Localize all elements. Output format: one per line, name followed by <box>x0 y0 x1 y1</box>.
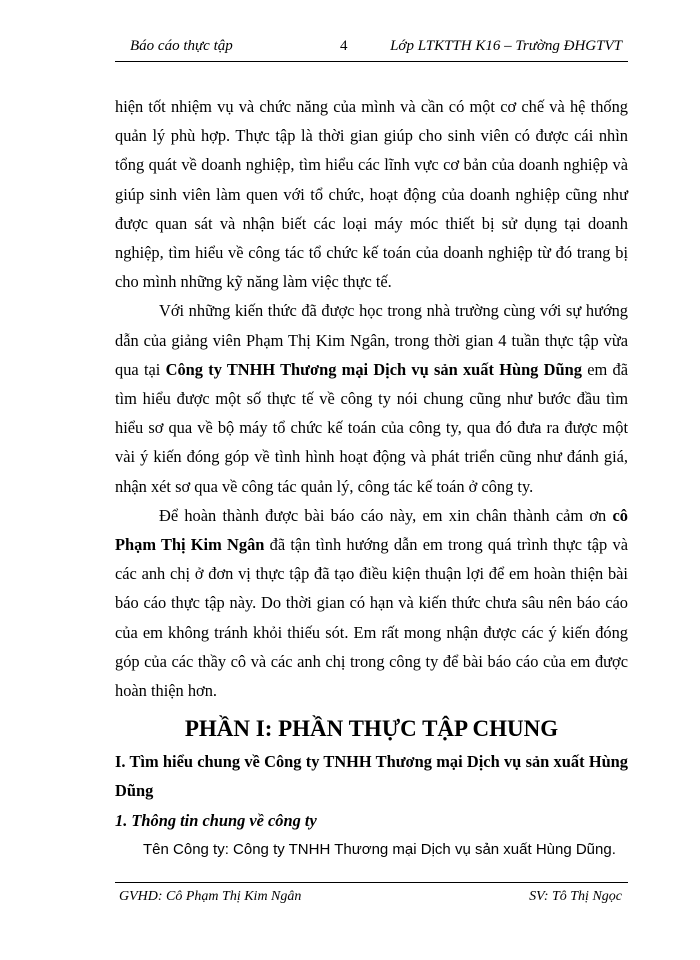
footer-divider <box>115 882 628 883</box>
paragraph-thanks <box>115 501 628 705</box>
section-heading-2: 1. Thông tin chung về công ty <box>115 810 317 830</box>
section-title: PHẦN I: PHẦN THỰC TẬP CHUNG <box>184 716 559 742</box>
header-divider <box>115 61 628 62</box>
footer-supervisor: GVHD: Cô Phạm Thị Kim Ngân <box>119 889 302 904</box>
paragraph-internship-text-a: Với những kiến thức đã được học trong nhà trường cùng với sự hướng dẫn của giảng viên Phạm Thị Kim Ngân, trong thời gian 4 tuần thực tập vừa qua tại <box>115 301 628 379</box>
page-number: 4 <box>340 38 348 54</box>
supervisor-name-bold: cô Phạm Thị Kim Ngân <box>115 505 628 555</box>
footer-student: SV: Tô Thị Ngọc <box>529 889 622 904</box>
header-report-title: Báo cáo thực tập <box>130 38 233 54</box>
section-heading-1: I. Tìm hiểu chung về Công ty TNHH Thương mại Dịch vụ sản xuất Hùng Dũng <box>115 752 628 801</box>
company-name-line: Tên Công ty: Công ty TNHH Thương mại Dịch vụ sản xuất Hùng Dũng. <box>143 840 616 858</box>
paragraph-intro: hiện tốt nhiệm vụ và chức năng của mình và cần có một cơ chế và hệ thống quản lý phù hợp. Thực tập là thời gian giúp cho sinh viên có được cái nhìn tổng quát về doanh nghiệp, tìm hiểu các lĩnh vực cơ bản của doanh nghiệp và giúp sinh viên làm quen với tổ chức, hoạt động của doanh nghiệp cũng như được quan sát và nhận biết các loại máy móc thiết bị sử dụng tại doanh nghiệp, tìm hiểu về công tác tổ chức kế toán của doanh nghiệp từ đó trang bị cho mình những kỹ năng làm việc thực tế. <box>115 97 628 292</box>
document-body <box>115 92 628 864</box>
page-header <box>115 38 628 60</box>
header-class-school: Lớp LTKTTH K16 – Trường ĐHGTVT <box>390 38 622 54</box>
paragraph-internship-text-b: em đã tìm hiểu được một số thực tế về công ty nói chung cũng như bước đầu tìm hiểu sơ qua về bộ máy tổ chức kế toán của công ty, qua đó đưa ra được một vài ý kiến đóng góp về tình hình hoạt động và phát triển cũng như đánh giá, nhận xét sơ qua về công tác quản lý, công tác kế toán ở công ty. <box>115 359 628 496</box>
company-name-bold: Công ty TNHH Thương mại Dịch vụ sản xuất Hùng Dũng <box>165 359 582 379</box>
paragraph-internship <box>115 296 628 500</box>
paragraph-thanks-text-b: đã tận tình hướng dẫn em trong quá trình thực tập và các anh chị ở đơn vị thực tập đã tạo điều kiện thuận lợi để em hoàn thiện bài báo cáo thực tập này. Do thời gian có hạn và kiến thức chưa sâu nên báo cáo của em không tránh khỏi thiếu sót. Em rất mong nhận được các ý kiến đóng góp của các thầy cô và các anh chị trong công ty để bài báo cáo của em được hoàn thiện hơn. <box>115 535 628 701</box>
paragraph-thanks-text-a: Để hoàn thành được bài báo cáo này, em xin chân thành cảm ơn <box>159 505 613 525</box>
